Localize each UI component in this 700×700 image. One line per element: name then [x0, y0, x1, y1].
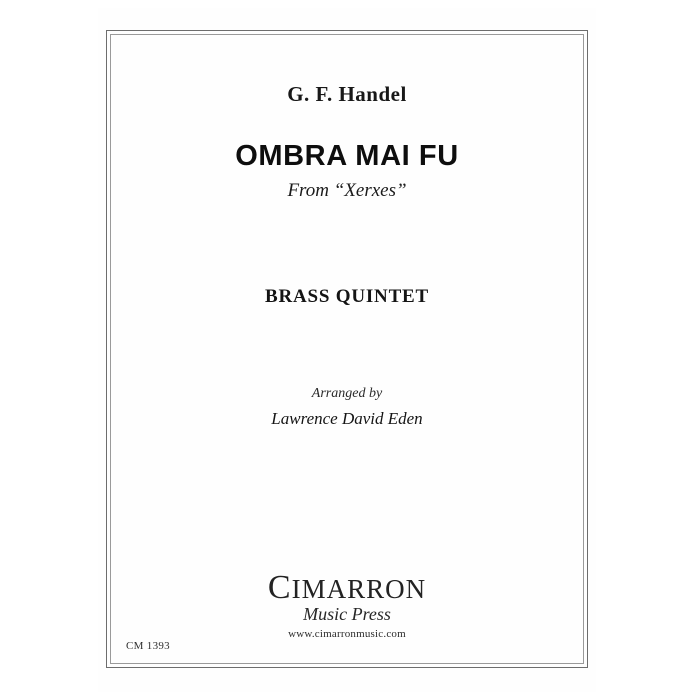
arranged-by-label: Arranged by: [311, 386, 383, 401]
publisher-tagline: Music Press: [303, 604, 391, 624]
publisher-name-rest: IMARRON: [291, 574, 427, 605]
composer-name: G. F. Handel: [287, 82, 407, 106]
publisher-website: www.cimarronmusic.com: [288, 628, 406, 640]
page-title: OMBRA MAI FU: [235, 140, 459, 172]
publisher-name-drop-cap: C: [267, 569, 292, 607]
publisher-block: [110, 571, 584, 640]
ensemble-label: BRASS QUINTET: [264, 286, 430, 307]
title-source-subtitle: From “Xerxes”: [287, 180, 407, 201]
arranger-name: Lawrence David Eden: [271, 409, 423, 428]
publisher-name: [110, 571, 584, 606]
sheet-music-cover: [98, 8, 596, 692]
catalog-number: CM 1393: [126, 640, 170, 652]
cover-content: [110, 34, 584, 664]
